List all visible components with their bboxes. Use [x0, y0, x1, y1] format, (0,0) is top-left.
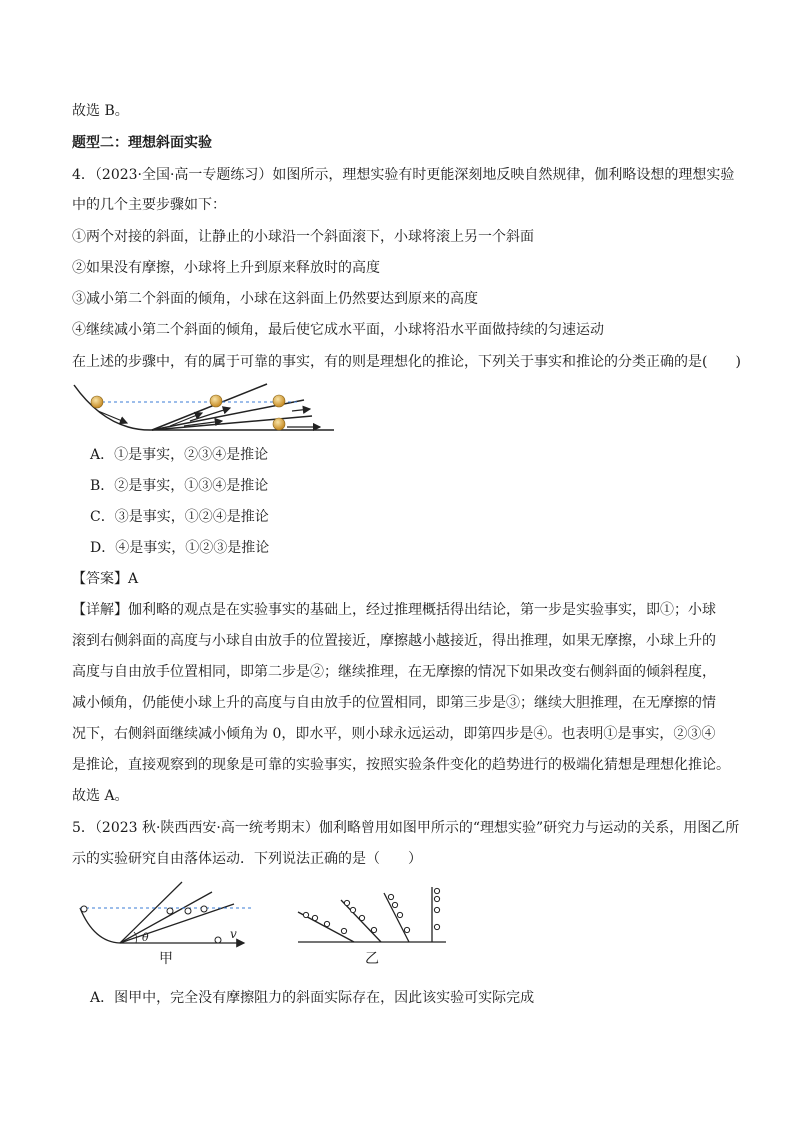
q4-option-b: B．②是事实，①③④是推论	[90, 478, 269, 494]
q4-step-1: ①两个对接的斜面，让静止的小球沿一个斜面滚下，小球将滚上另一个斜面	[72, 229, 534, 245]
q4-step-4: ④继续减小第二个斜面的倾角，最后使它成水平面，小球将沿水平面做持续的匀速运动	[72, 322, 604, 338]
q4-figure-inclined-planes	[72, 375, 337, 435]
q4-option-a: A．①是事实，②③④是推论	[90, 447, 269, 463]
q4-detail-line-4: 减小倾角，仍能使小球上升的高度与自由放手的位置相同，即第三步是③；继续大胆推理，在无摩擦的情	[72, 695, 716, 711]
q4-detail-line-2: 滚到右侧斜面的高度与小球自由放手的位置接近，摩擦越小越接近，得出推理，如果无摩擦，小球上升的	[72, 633, 716, 649]
q4-stem-line2: 中的几个主要步骤如下：	[72, 197, 226, 213]
q5-figure-b-label: 乙	[365, 951, 379, 967]
q4-answer: 【答案】A	[72, 571, 139, 587]
q4-detail-line-7: 故选 A。	[72, 788, 129, 804]
q5-figure-b-free-fall-incline	[296, 885, 451, 945]
q4-detail-line-6: 是推论，直接观察到的现象是可靠的实验事实，按照实验条件变化的趋势进行的极端化猜想是理想化推论。	[72, 757, 730, 773]
q4-step-3: ③减小第二个斜面的倾角，小球在这斜面上仍然要达到原来的高度	[72, 291, 478, 307]
q5-figure-a-label: 甲	[159, 951, 173, 967]
q4-detail-line-5: 况下，右侧斜面继续减小倾角为 0，即水平，则小球永远运动，即第四步是④。也表明①是事实，②③④	[72, 726, 716, 742]
q4-detail-line-1: 【详解】伽利略的观点是在实验事实的基础上，经过推理概括得出结论，第一步是实验事实，即①；小球	[72, 602, 716, 618]
q5-stem-line2: 示的实验研究自由落体运动．下列说法正确的是（ ）	[72, 851, 422, 867]
q5-option-a: A．图甲中，完全没有摩擦阻力的斜面实际存在，因此该实验可实际完成	[90, 990, 535, 1006]
prev-answer-tail: 故选 B。	[72, 103, 129, 119]
q4-step-2: ②如果没有摩擦，小球将上升到原来释放时的高度	[72, 260, 380, 276]
q4-option-c: C．③是事实，①②④是推论	[90, 509, 269, 525]
q5-figure-a-ideal-experiment	[72, 880, 262, 950]
q5-stem-line1: 5．（2023 秋·陕西西安·高一统考期末）伽利略曾用如图甲所示的“理想实验”研究力与运动的关系，用图乙所	[72, 820, 740, 836]
q5-velocity-label: v	[230, 927, 237, 941]
section-heading: 题型二：理想斜面实验	[72, 135, 212, 151]
q5-theta-label: θ	[142, 931, 149, 944]
q4-detail-line-3: 高度与自由放手位置相同，即第二步是②；继续推理，在无摩擦的情况下如果改变右侧斜面的倾斜程度，	[72, 664, 716, 680]
q4-stem-line1: 4．（2023·全国·高一专题练习）如图所示，理想实验有时更能深刻地反映自然规律，伽利略设想的理想实验	[72, 167, 735, 183]
q4-question: 在上述的步骤中，有的属于可靠的事实，有的则是理想化的推论，下列关于事实和推论的分类正确的是( )	[72, 354, 741, 370]
q4-option-d: D．④是事实，①②③是推论	[90, 540, 270, 556]
